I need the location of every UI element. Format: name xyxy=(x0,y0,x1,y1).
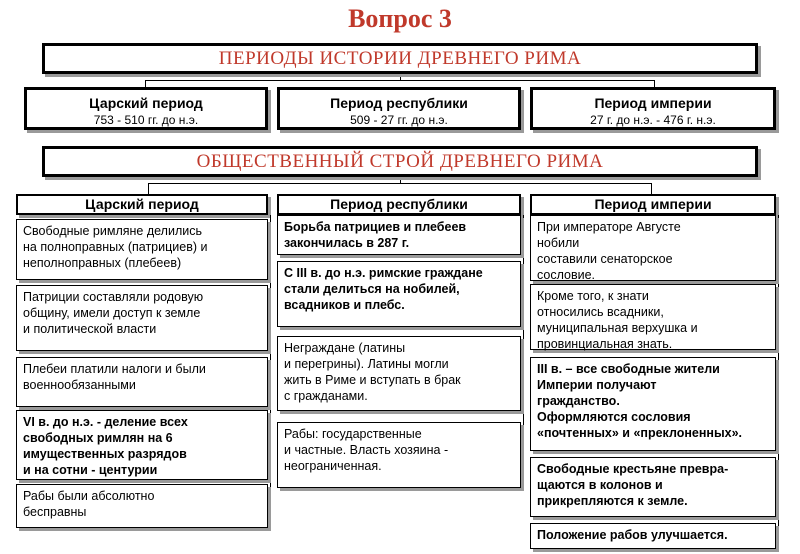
cell-empire-1: При императоре Августе нобили составили сенаторское сословие. xyxy=(530,215,776,281)
period-name: Период республики xyxy=(330,95,468,111)
social-structure-banner: ОБЩЕСТВЕННЫЙ СТРОЙ ДРЕВНЕГО РИМА xyxy=(42,146,758,177)
cell-royal-3: Плебеи платили налоги и были военнообязанными xyxy=(16,357,268,407)
period-box-royal xyxy=(24,87,268,130)
cell-republic-4: Рабы: государственные и частные. Власть хозяина - неограниченная. xyxy=(277,422,521,488)
column-header-royal: Царский период xyxy=(16,194,268,215)
cell-empire-4: Свободные крестьяне превра- щаются в колонов и прикрепляются к земле. xyxy=(530,457,776,517)
column-header-republic: Период республики xyxy=(277,194,521,215)
cell-empire-5: Положение рабов улучшается. xyxy=(530,523,776,549)
cell-republic-3: Неграждане (латины и перегрины). Латины могли жить в Риме и вступать в брак с гражданами. xyxy=(277,336,521,411)
cell-empire-3: III в. – все свободные жители Империи получают гражданство. Оформляются сословия «почтенных» и «преклоненных». xyxy=(530,357,776,451)
period-dates: 509 - 27 гг. до н.э. xyxy=(350,113,448,127)
column-spine xyxy=(523,215,524,485)
page-title: Вопрос 3 xyxy=(348,4,452,33)
cell-empire-2: Кроме того, к знати относились всадники, муниципальная верхушка и провинциальная знать. xyxy=(530,284,776,350)
column-spine xyxy=(270,215,271,521)
column-header-empire: Период империи xyxy=(530,194,776,215)
period-name: Царский период xyxy=(89,95,203,111)
cell-republic-2: С III в. до н.э. римские граждане стали делиться на нобилей, всадников и плебс. xyxy=(277,261,521,327)
cell-royal-2: Патриции составляли родовую общину, имели доступ к земле и политической власти xyxy=(16,285,268,351)
connector-bracket xyxy=(145,80,655,87)
period-dates: 753 - 510 гг. до н.э. xyxy=(93,113,199,127)
connector-bracket xyxy=(148,183,652,194)
period-dates: 27 г. до н.э. - 476 г. н.э. xyxy=(590,113,716,127)
period-box-republic xyxy=(277,87,521,130)
cell-royal-5: Рабы были абсолютно бесправны xyxy=(16,484,268,528)
periods-banner: ПЕРИОДЫ ИСТОРИИ ДРЕВНЕГО РИМА xyxy=(42,43,758,74)
period-box-empire xyxy=(530,87,776,130)
column-spine xyxy=(778,215,779,545)
cell-royal-1: Свободные римляне делились на полноправных (патрициев) и неполноправных (плебеев) xyxy=(16,219,268,280)
cell-republic-1: Борьба патрициев и плебеев закончилась в 287 г. xyxy=(277,215,521,255)
cell-royal-4: VI в. до н.э. - деление всех свободных римлян на 6 имущественных разрядов и на сотни - центурии xyxy=(16,410,268,480)
period-name: Период империи xyxy=(594,95,712,111)
